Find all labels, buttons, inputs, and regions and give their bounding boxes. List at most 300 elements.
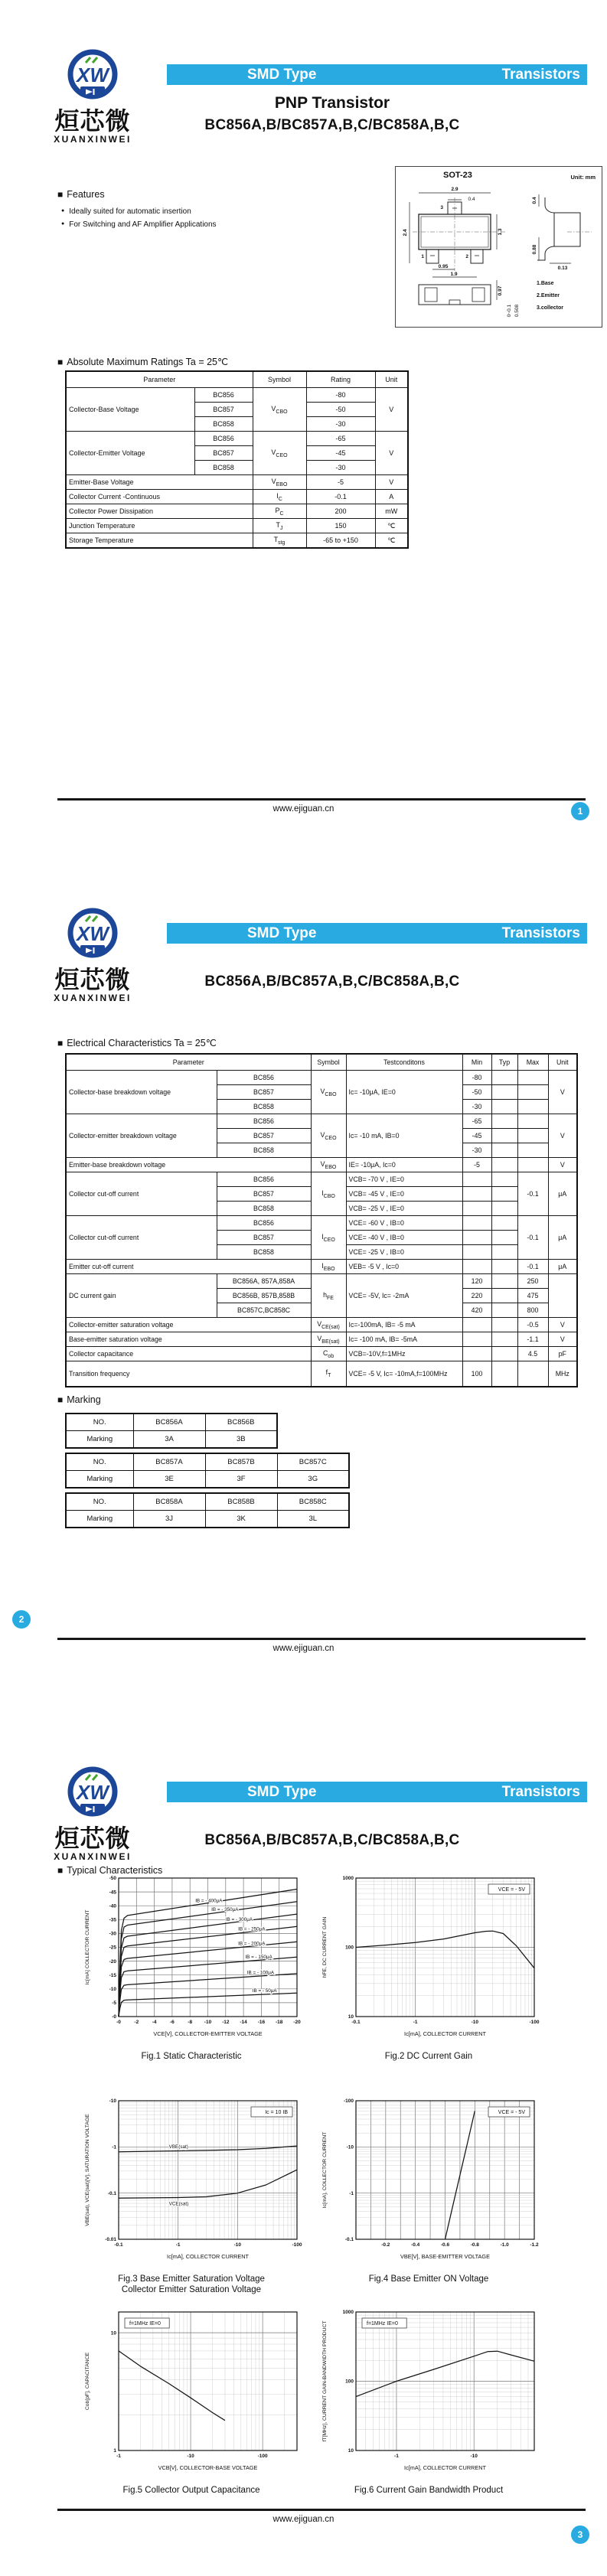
logo-mark-icon (64, 1765, 121, 1821)
svg-text:-0: -0 (116, 2020, 121, 2025)
condition-cell: VCB=-10V,f=1MHz (346, 1347, 462, 1361)
min-cell (462, 1172, 491, 1187)
svg-text:-1: -1 (394, 2454, 399, 2459)
rating-cell: -0.1 (306, 490, 375, 504)
parameter-cell: Emitter-Base Voltage (66, 475, 253, 490)
page-number-badge: 2 (12, 1610, 31, 1629)
min-cell: -80 (462, 1071, 491, 1085)
svg-text:1000: 1000 (342, 1876, 354, 1882)
marking-table-bc856 (65, 1413, 278, 1449)
table-row (66, 1318, 577, 1332)
table-row (66, 1114, 577, 1129)
svg-text:Ic[mA], COLLECTOR CURRENT: Ic[mA], COLLECTOR CURRENT (404, 2464, 486, 2471)
banner-smd-type: SMD Type (247, 67, 317, 83)
typ-cell (491, 1274, 517, 1289)
unit-cell: V (375, 475, 408, 490)
svg-text:-5: -5 (112, 2000, 116, 2007)
column-header: Parameter (66, 1054, 311, 1071)
svg-text:3: 3 (440, 205, 443, 210)
table-row (66, 1158, 577, 1172)
svg-text:0.88: 0.88 (532, 244, 537, 255)
table-row (66, 1511, 349, 1528)
marking-cell: NO. (66, 1414, 133, 1431)
typ-cell (491, 1172, 517, 1187)
unit-cell: V (375, 432, 408, 475)
footer-divider (57, 1638, 586, 1640)
svg-text:-12: -12 (222, 2020, 230, 2025)
max-cell: -0.1 (517, 1260, 548, 1274)
marking-cell: 3L (277, 1511, 349, 1528)
unit-cell (548, 1274, 577, 1318)
svg-text:2.4: 2.4 (403, 229, 408, 236)
svg-text:Ic = 10 IB: Ic = 10 IB (265, 2110, 288, 2115)
max-cell: -0.1 (517, 1216, 548, 1260)
symbol-cell: $V_{CBO}$ (253, 388, 306, 432)
svg-text:1.Base: 1.Base (537, 281, 554, 286)
column-header: Symbol (253, 371, 306, 388)
footer-divider (57, 2509, 586, 2511)
min-cell: -65 (462, 1114, 491, 1129)
svg-text:-50: -50 (109, 1876, 116, 1882)
marking-cell: Marking (66, 1511, 133, 1528)
max-cell (517, 1361, 548, 1387)
section-marker-icon: ■ (57, 1038, 64, 1048)
svg-text:IB = - 250μA: IB = - 250μA (238, 1926, 266, 1932)
marking-cell: 3B (205, 1431, 277, 1449)
abs-max-heading: ■ Absolute Maximum Ratings Ta = 25℃ (57, 357, 229, 367)
section-marker-icon: ■ (57, 357, 64, 367)
svg-text:-15: -15 (109, 1972, 116, 1978)
svg-text:10: 10 (348, 2014, 354, 2020)
footer-url: www.ejiguan.cn (272, 804, 335, 814)
max-cell: -1.1 (517, 1332, 548, 1347)
symbol-cell: $f_T$ (311, 1361, 346, 1387)
unit-cell: V (548, 1332, 577, 1347)
svg-text:-0.1: -0.1 (107, 2190, 116, 2196)
typ-cell (491, 1071, 517, 1085)
package-drawing (399, 184, 598, 323)
table-row (66, 432, 408, 446)
unit-cell: V (548, 1114, 577, 1158)
rating-cell: -30 (306, 461, 375, 475)
svg-text:-1.0: -1.0 (500, 2242, 509, 2248)
svg-text:-10: -10 (187, 2454, 194, 2459)
typ-cell (491, 1318, 517, 1332)
svg-text:IB = - 400μA: IB = - 400μA (195, 1898, 223, 1904)
rating-cell: 150 (306, 519, 375, 533)
rating-cell: -50 (306, 403, 375, 417)
symbol-cell: $I_C$ (253, 490, 306, 504)
part-numbers-title: BC856A,B/BC857A,B,C/BC858A,B,C (204, 1832, 460, 1848)
feature-item: ● Ideally suited for automatic insertion (61, 207, 191, 216)
fig5-collector-output-capacitance (80, 2308, 302, 2484)
symbol-cell: $P_C$ (253, 504, 306, 519)
package-unit: Unit: mm (570, 174, 596, 181)
min-cell: 100 (462, 1361, 491, 1387)
svg-text:-10: -10 (346, 2144, 354, 2150)
header-banner (167, 923, 587, 944)
svg-text:0.4: 0.4 (532, 197, 537, 204)
device-cell: BC858 (217, 1245, 311, 1260)
svg-text:0.508: 0.508 (514, 304, 520, 318)
min-cell: -50 (462, 1085, 491, 1100)
svg-text:-1: -1 (116, 2454, 121, 2459)
fig2-dc-current-gain (318, 1874, 540, 2050)
marking-cell: BC857C (277, 1453, 349, 1471)
svg-text:0~0.1: 0~0.1 (507, 304, 512, 318)
fig3-saturation-voltage (80, 2097, 302, 2273)
fig6-plot (318, 2308, 540, 2484)
typical-characteristics-heading: ■ Typical Characteristics (57, 1865, 163, 1876)
svg-text:1.9: 1.9 (450, 272, 458, 277)
typ-cell (491, 1216, 517, 1231)
svg-text:IB = - 300μA: IB = - 300μA (225, 1916, 253, 1922)
typ-cell (491, 1158, 517, 1172)
condition-cell: VCE= -60 V , IB=0 (346, 1216, 462, 1231)
footer-url: www.ejiguan.cn (272, 1644, 335, 1653)
absolute-maximum-ratings-table (65, 370, 409, 549)
svg-text:2.Emitter: 2.Emitter (537, 293, 560, 298)
svg-text:10: 10 (348, 2448, 354, 2454)
svg-text:f=1MHz IE=0: f=1MHz IE=0 (367, 2321, 398, 2327)
svg-text:-1: -1 (112, 2144, 116, 2150)
svg-text:-4: -4 (152, 2020, 157, 2025)
parameter-cell: Emitter cut-off current (66, 1260, 311, 1274)
parameter-cell: Collector-emitter saturation voltage (66, 1318, 311, 1332)
svg-text:VBE(sat), VCE(sat)[V], SATURAT: VBE(sat), VCE(sat)[V], SATURATION VOLTAGE (85, 2114, 90, 2226)
min-cell (462, 1347, 491, 1361)
device-cell: BC856 (217, 1216, 311, 1231)
marking-heading: ■ Marking (57, 1394, 101, 1405)
svg-text:1: 1 (421, 254, 424, 259)
symbol-cell: $I_{CEO}$ (311, 1216, 346, 1260)
table-row (66, 1332, 577, 1347)
unit-cell: μA (548, 1216, 577, 1260)
logo-english-name: XUANXINWEI (54, 133, 132, 145)
svg-text:100: 100 (345, 2379, 354, 2385)
condition-cell: VCE= -40 V , IB=0 (346, 1231, 462, 1245)
typ-cell (491, 1114, 517, 1129)
device-cell: BC858 (217, 1100, 311, 1114)
min-cell (462, 1332, 491, 1347)
svg-text:-1.2: -1.2 (530, 2242, 539, 2248)
section-marker-icon: ■ (57, 1865, 64, 1876)
unit-cell: pF (548, 1347, 577, 1361)
max-cell (517, 1100, 548, 1114)
symbol-cell: $V_{CBO}$ (311, 1071, 346, 1114)
marking-cell: Marking (66, 1431, 133, 1449)
condition-cell: Ic= -10 mA, IB=0 (346, 1114, 462, 1158)
logo-mark-icon (64, 47, 121, 104)
marking-table-bc858 (65, 1492, 350, 1528)
svg-text:-1: -1 (175, 2242, 181, 2248)
column-header: Unit (375, 371, 408, 388)
table-row (66, 1172, 577, 1187)
svg-text:VCE = - 5V: VCE = - 5V (498, 2110, 525, 2115)
svg-text:IB = - 350μA: IB = - 350μA (211, 1906, 239, 1912)
svg-text:2.9: 2.9 (451, 187, 459, 192)
unit-cell: V (548, 1318, 577, 1332)
svg-text:-1: -1 (349, 2190, 354, 2196)
symbol-cell: $T_J$ (253, 519, 306, 533)
marking-cell: BC858C (277, 1493, 349, 1511)
min-cell (462, 1202, 491, 1216)
fig2-caption: Fig.2 DC Current Gain (384, 2052, 473, 2061)
symbol-cell: $V_{CE(sat)}$ (311, 1318, 346, 1332)
device-cell: BC858 (194, 417, 253, 432)
parameter-cell: DC current gain (66, 1274, 217, 1318)
fig6-gain-bandwidth-product (318, 2308, 540, 2484)
svg-text:Ic[mA] COLLECTOR CURRENT: Ic[mA] COLLECTOR CURRENT (85, 1909, 90, 1985)
marking-table (65, 1492, 350, 1528)
table-row (66, 1431, 277, 1449)
unit-cell: V (548, 1071, 577, 1114)
marking-cell: Marking (66, 1471, 133, 1489)
min-cell (462, 1260, 491, 1274)
table-row (66, 519, 408, 533)
fig5-caption: Fig.5 Collector Output Capacitance (122, 2486, 260, 2495)
unit-cell: ℃ (375, 533, 408, 549)
rating-cell: -80 (306, 388, 375, 403)
table-row (66, 490, 408, 504)
svg-text:-0.2: -0.2 (381, 2242, 390, 2248)
part-numbers-title: BC856A,B/BC857A,B,C/BC858A,B,C (204, 973, 460, 990)
page-number-badge: 3 (571, 2525, 589, 2544)
condition-cell: VCB= -25 V , IE=0 (346, 1202, 462, 1216)
parameter-cell: Collector cut-off current (66, 1172, 217, 1216)
condition-cell: VCE= -5V, Ic= -2mA (346, 1274, 462, 1318)
min-cell: 220 (462, 1289, 491, 1303)
min-cell (462, 1231, 491, 1245)
marking-cell: 3G (277, 1471, 349, 1489)
page-1 (0, 0, 607, 859)
marking-cell: 3E (133, 1471, 205, 1489)
svg-text:-40: -40 (109, 1903, 116, 1909)
min-cell (462, 1187, 491, 1202)
marking-cell: 3A (133, 1431, 205, 1449)
marking-cell: BC857B (205, 1453, 277, 1471)
svg-text:-0.1: -0.1 (114, 2242, 123, 2248)
package-name: SOT-23 (443, 171, 472, 180)
unit-cell: V (548, 1158, 577, 1172)
marking-cell: BC856B (205, 1414, 277, 1431)
figure-1 (80, 1874, 302, 2061)
parameter-cell: Collector Current -Continuous (66, 490, 253, 504)
svg-text:-10: -10 (233, 2242, 242, 2248)
svg-text:-0.8: -0.8 (470, 2242, 479, 2248)
column-header: Rating (306, 371, 375, 388)
svg-text:IB = - 100μA: IB = - 100μA (246, 1970, 275, 1976)
rating-cell: -30 (306, 417, 375, 432)
device-cell: BC856B, 857B,858B (217, 1289, 311, 1303)
parameter-cell: Junction Temperature (66, 519, 253, 533)
device-cell: BC858 (194, 461, 253, 475)
logo-mark-icon (64, 906, 121, 963)
condition-cell: VCB= -70 V , IE=0 (346, 1172, 462, 1187)
logo-english-name: XUANXINWEI (54, 992, 132, 1003)
parameter-cell: Collector-emitter breakdown voltage (66, 1114, 217, 1158)
condition-cell: VEB= -5 V , Ic=0 (346, 1260, 462, 1274)
max-cell: 4.5 (517, 1347, 548, 1361)
typ-cell (491, 1245, 517, 1260)
svg-text:-100: -100 (292, 2242, 302, 2248)
symbol-cell: $C_{ob}$ (311, 1347, 346, 1361)
svg-text:-14: -14 (240, 2020, 247, 2025)
column-header: Parameter (66, 371, 253, 388)
svg-text:VCE = - 5V: VCE = - 5V (498, 1887, 525, 1893)
max-cell (517, 1071, 548, 1085)
typ-cell (491, 1187, 517, 1202)
table-row (66, 1260, 577, 1274)
unit-cell: μA (548, 1260, 577, 1274)
symbol-cell: $I_{EBO}$ (311, 1260, 346, 1274)
part-numbers-title: BC856A,B/BC857A,B,C/BC858A,B,C (204, 117, 460, 133)
typ-cell (491, 1202, 517, 1216)
typ-cell (491, 1143, 517, 1158)
bullet-icon: ● (61, 208, 65, 214)
table-row (66, 1071, 577, 1085)
min-cell: -30 (462, 1143, 491, 1158)
min-cell: -5 (462, 1158, 491, 1172)
svg-text:-25: -25 (109, 1945, 116, 1951)
column-header: Unit (548, 1054, 577, 1071)
max-cell (517, 1085, 548, 1100)
parameter-cell: Emitter-base breakdown voltage (66, 1158, 311, 1172)
condition-cell: Ic= -100 mA, IB= -5mA (346, 1332, 462, 1347)
logo-chinese-name: 烜芯微 (54, 1824, 131, 1852)
marking-table (65, 1453, 350, 1489)
table-row (66, 533, 408, 549)
svg-text:Ic[mA], COLLECTOR CURRENT: Ic[mA], COLLECTOR CURRENT (322, 2131, 328, 2209)
max-cell: -0.1 (517, 1172, 548, 1216)
svg-text:10: 10 (110, 2330, 116, 2336)
unit-cell: V (375, 388, 408, 432)
svg-text:-20: -20 (293, 2020, 301, 2025)
max-cell: 800 (517, 1303, 548, 1318)
svg-text:-10: -10 (204, 2020, 212, 2025)
column-header: Min (462, 1054, 491, 1071)
svg-text:-10: -10 (471, 2020, 479, 2025)
table-row (66, 504, 408, 519)
device-cell: BC856 (194, 432, 253, 446)
device-cell: BC857 (217, 1187, 311, 1202)
unit-cell: ℃ (375, 519, 408, 533)
svg-text:-18: -18 (275, 2020, 283, 2025)
typ-cell (491, 1129, 517, 1143)
section-marker-icon: ■ (57, 189, 64, 200)
device-cell: BC856 (217, 1114, 311, 1129)
svg-text:-100: -100 (343, 2098, 354, 2105)
page-2 (0, 859, 607, 1717)
svg-text:-100: -100 (529, 2020, 540, 2025)
parameter-cell: Transition frequency (66, 1361, 311, 1387)
condition-cell: IE= -10μA, Ic=0 (346, 1158, 462, 1172)
elec-char-heading: ■ Electrical Characteristics Ta = 25℃ (57, 1038, 217, 1048)
symbol-cell: $V_{CEO}$ (311, 1114, 346, 1158)
parameter-cell: Collector capacitance (66, 1347, 311, 1361)
section-marker-icon: ■ (57, 1394, 64, 1405)
svg-text:-10: -10 (109, 1987, 116, 1992)
svg-text:XW: XW (77, 64, 109, 86)
table-row (66, 1216, 577, 1231)
condition-cell: Ic=-100mA, IB= -5 mA (346, 1318, 462, 1332)
condition-cell: VCE= -25 V , IB=0 (346, 1245, 462, 1260)
svg-text:0.97: 0.97 (498, 285, 503, 296)
fig3-plot (80, 2097, 302, 2273)
svg-text:IB = - 200μA: IB = - 200μA (238, 1941, 266, 1947)
svg-text:IB = - 150μA: IB = - 150μA (245, 1955, 272, 1961)
figure-4 (318, 2097, 540, 2284)
symbol-cell: $T_{stg}$ (253, 533, 306, 549)
max-cell: 250 (517, 1274, 548, 1289)
svg-text:VBE[V], BASE-EMITTER VOLTAGE: VBE[V], BASE-EMITTER VOLTAGE (400, 2253, 490, 2260)
svg-text:-0.01: -0.01 (105, 2237, 116, 2243)
min-cell: 420 (462, 1303, 491, 1318)
svg-text:-6: -6 (170, 2020, 175, 2025)
max-cell (517, 1143, 548, 1158)
symbol-cell: $I_{CBO}$ (311, 1172, 346, 1216)
fig1-plot (80, 1874, 302, 2050)
symbol-cell: $V_{EBO}$ (253, 475, 306, 490)
svg-text:-0.1: -0.1 (344, 2237, 354, 2243)
table-row (66, 1471, 349, 1489)
logo-chinese-name: 烜芯微 (54, 966, 131, 993)
svg-text:0.4: 0.4 (468, 197, 475, 202)
max-cell (517, 1114, 548, 1129)
symbol-cell: $V_{BE(sat)}$ (311, 1332, 346, 1347)
svg-text:hFE, DC CURRENT GAIN: hFE, DC CURRENT GAIN (322, 1916, 328, 1978)
svg-text:-0.4: -0.4 (411, 2242, 420, 2248)
fig6-caption: Fig.6 Current Gain Bandwidth Product (354, 2486, 504, 2495)
typ-cell (491, 1289, 517, 1303)
max-cell: 475 (517, 1289, 548, 1303)
svg-text:-16: -16 (257, 2020, 266, 2025)
page-3 (0, 1717, 607, 2576)
typ-cell (491, 1100, 517, 1114)
svg-text:-2: -2 (134, 2020, 139, 2025)
typ-cell (491, 1347, 517, 1361)
svg-text:-8: -8 (188, 2020, 193, 2025)
svg-text:-20: -20 (109, 1958, 116, 1965)
svg-text:1: 1 (113, 2448, 116, 2454)
device-cell: BC856A, 857A,858A (217, 1274, 311, 1289)
figure-6 (318, 2308, 540, 2495)
svg-text:3.collector: 3.collector (537, 305, 564, 311)
symbol-cell: $h_{FE}$ (311, 1274, 346, 1318)
device-cell: BC857 (217, 1085, 311, 1100)
min-cell: -30 (462, 1100, 491, 1114)
feature-item: ● For Switching and AF Amplifier Applications (61, 220, 217, 229)
max-cell (517, 1158, 548, 1172)
device-cell: BC857 (194, 403, 253, 417)
unit-cell: MHz (548, 1361, 577, 1387)
device-cell: BC858 (217, 1202, 311, 1216)
svg-text:100: 100 (345, 1945, 354, 1951)
figure-5 (80, 2308, 302, 2495)
device-cell: BC857C,BC858C (217, 1303, 311, 1318)
svg-text:XW: XW (77, 922, 109, 945)
fig1-caption: Fig.1 Static Characteristic (141, 2052, 242, 2061)
condition-cell: VCB= -45 V , IE=0 (346, 1187, 462, 1202)
banner-transistors: Transistors (501, 1784, 580, 1800)
marking-cell: 3J (133, 1511, 205, 1528)
marking-cell: BC856A (133, 1414, 205, 1431)
svg-text:-0.6: -0.6 (440, 2242, 450, 2248)
marking-table-bc857 (65, 1453, 350, 1489)
rating-cell: 200 (306, 504, 375, 519)
banner-smd-type: SMD Type (247, 925, 317, 941)
svg-text:Cob[pF], CAPACITANCE: Cob[pF], CAPACITANCE (85, 2352, 90, 2411)
